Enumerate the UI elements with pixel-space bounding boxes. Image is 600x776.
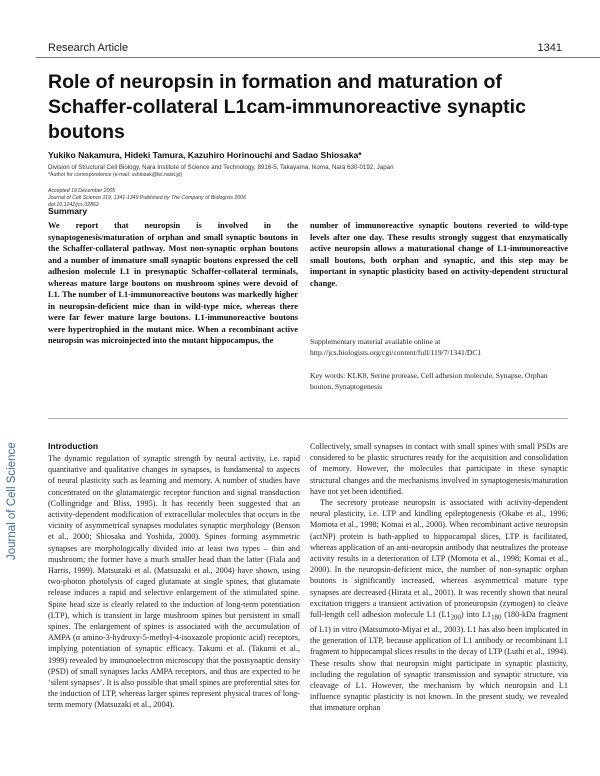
introduction-right-column: [310, 441, 568, 714]
author-list: Yukiko Nakamura, Hideki Tamura, Kazuhiro Horinouchi and Sadao Shiosaka*: [48, 150, 362, 160]
subscript-200: 200: [450, 614, 461, 622]
supplementary-link[interactable]: http://jcs.biologists.org/cgi/content/full/119/7/1341/DC1: [310, 348, 482, 357]
introduction-heading: Introduction: [48, 441, 99, 451]
supplementary-note: [310, 336, 570, 358]
summary-heading: Summary: [48, 206, 88, 216]
paragraph-3-text-a: The secretory protease neuropsin is associated with activity-dependent neural plasticity, i.e. LTP and kindling epileptogenesis (Okabe et al., 1996; Momota et al., 1998; Komai et al., 2000). When recombinant active neuropsin (actNP) protein is bath-applied to hippocampal slices, LTP is facilitated, whereas application of an anti-neuropsin antibody that neutralizes the protease activity results in a deterioration of LTP (Momota et al., 1998; Komai et al., 2000). In the neuropsin-deficient mice, the number of non-synaptic orphan boutons is significantly increased, whereas asymmetrical mature type synapses are decreased (Hirata et al., 2001). It was recently shown that neural excitation triggers a transient activation of proneuropsin (zymogen) to cleave full-length cell adhesion molecule L1 (L1: [310, 498, 568, 620]
introduction-paragraph-2: Collectively, small synapses in contact with small spines with small PSDs are considered to be plastic structures ready for the acquisition and consolidation of memory. However, the molecules that participate in these synaptic structural changes and the mechanisms involved in synaptogenesis/maturation have not yet been identified.: [310, 442, 568, 496]
accepted-date: Accepted 19 December 2005: [48, 188, 116, 194]
journal-sidebar-name: Journal of Cell Science: [6, 442, 18, 560]
page-number: 1341: [537, 42, 562, 54]
citation: Journal of Cell Science 119, 1341-1349 Published by The Company of Biologists 2006: [48, 195, 247, 201]
section-divider: [48, 418, 568, 419]
header-rule: [36, 57, 600, 58]
article-title: Role of neuropsin in formation and maturation of Schaffer-collateral L1cam-immunoreactive synaptic boutons: [48, 71, 526, 143]
introduction-paragraph-3: [310, 497, 568, 714]
article-type-label: Research Article: [48, 42, 129, 54]
introduction-left-column: [48, 453, 300, 711]
journal-sidebar: [0, 0, 36, 776]
supplementary-line-1: Supplementary material available online at: [310, 337, 441, 346]
correspondence: *Author for correspondence (e-mail: sshiosak@bs.naist.jp): [48, 172, 183, 178]
doi: doi:10.1242/jcs.02862: [48, 202, 99, 208]
introduction-paragraph-1: The dynamic regulation of synaptic strength by neural activity, i.e. rapid quantitative and qualitative changes in synapses, is fundamental to aspects of neural plasticity such as learning and memory. A number of studies have concentrated on the glutamatergic receptor function and signal transduction (Collingridge and Bliss, 1995). It has recently been suggested that an activity-dependent modification of extracellular molecules that occurs in the vicinity of asymmetrical synapses modulates synaptic morphology (Benson et al., 2000; Shiosaka and Yoshida, 2000). Spines forming asymmetric synapses are morphologically divided into at least two types – thin and mushroom; the former have a much smaller head than the latter (Fiala and Harris, 1999). Matsuzaki et al. (Matsuzaki et al., 2004) have shown, using two-photon photolysis of caged glutamate at single spines, that glutamate release induces a rapid and selective enlargement of the stimulated spine. Spine head size is clearly related to the induction of long-term potentiation (LTP), which is transient in large mushroom spines but persistent in small spines. The enlargement of spines is associated with the accumulation of AMPA (α amino-3-hydroxy-5-methyl-4-isoxazole propionic acid) receptors, implying potentiation of synaptic efficacy. Takumi et al. (Takumi et al., 1999) revealed by immunoelectron microscopy that the postsynaptic density (PSD) of small synapses lacks AMPA receptors, and thus are expected to be ‘silent synapses’. It is also possible that small spines are preferential sites for the induction of LTP, whereas larger spines represent physical traces of long-term memory (Matsuzaki et al., 2004).: [48, 454, 300, 710]
affiliation: Division of Structural Cell Biology, Nara Institute of Science and Technology, 8916-5, Takayama, Ikoma, Nara 630-0192, Japan: [48, 164, 394, 171]
keywords: Key words: KLK8, Serine protease, Cell adhesion molecule, Synapse, Orphan bouton, Synaptogenesis: [310, 371, 548, 391]
summary-right-column: number of immunoreactive synaptic boutons reverted to wild-type levels after one day. These results strongly suggest that enzymatically active neuropsin allows a maturational change of L1-immunoreactive small boutons, both orphan and synaptic, and this step may be important in synaptic plasticity based on activity-dependent structural change.: [310, 221, 568, 288]
paragraph-3-text-c: (180-kDa fragment of L1) in vitro (Matsumoto-Miyai et al., 2003). L1 has also been implicated in the generation of LTP, because application of L1 antibody or recombinant L1 fragment to hippocampal slices results in the decay of LTP (Luthi et al., 1994). These results show that neuropsin might participate in synaptic plasticity, including the regulation of synaptic transmission and synaptic structure, via cleavage of L1. However, the mechanism by which neuropsin and L1 influence synaptic plasticity is not known. In the present study, we revealed that immature orphan: [310, 610, 568, 713]
summary-left-column: We report that neuropsin is involved in the synaptogenesis/maturation of orphan and small synaptic boutons in the Schaffer-collateral pathway. Most non-synaptic orphan boutons and a number of immature small synaptic boutons expressed the cell adhesion molecule L1 in presynaptic Schaffer-collateral terminals, whereas mature large boutons on mushroom spines were devoid of L1. The number of L1-immunoreactive boutons was markedly higher in neuropsin-deficient mice than in wild-type mice, whereas there were far fewer mature large boutons. L1-immunoreactive boutons were hypertrophied in the mutant mice. When a recombinant active neuropsin was microinjected into the mutant hippocampus, the: [48, 221, 298, 345]
paragraph-3-text-b: ) into L1: [460, 610, 492, 620]
subscript-180: 180: [491, 614, 502, 622]
